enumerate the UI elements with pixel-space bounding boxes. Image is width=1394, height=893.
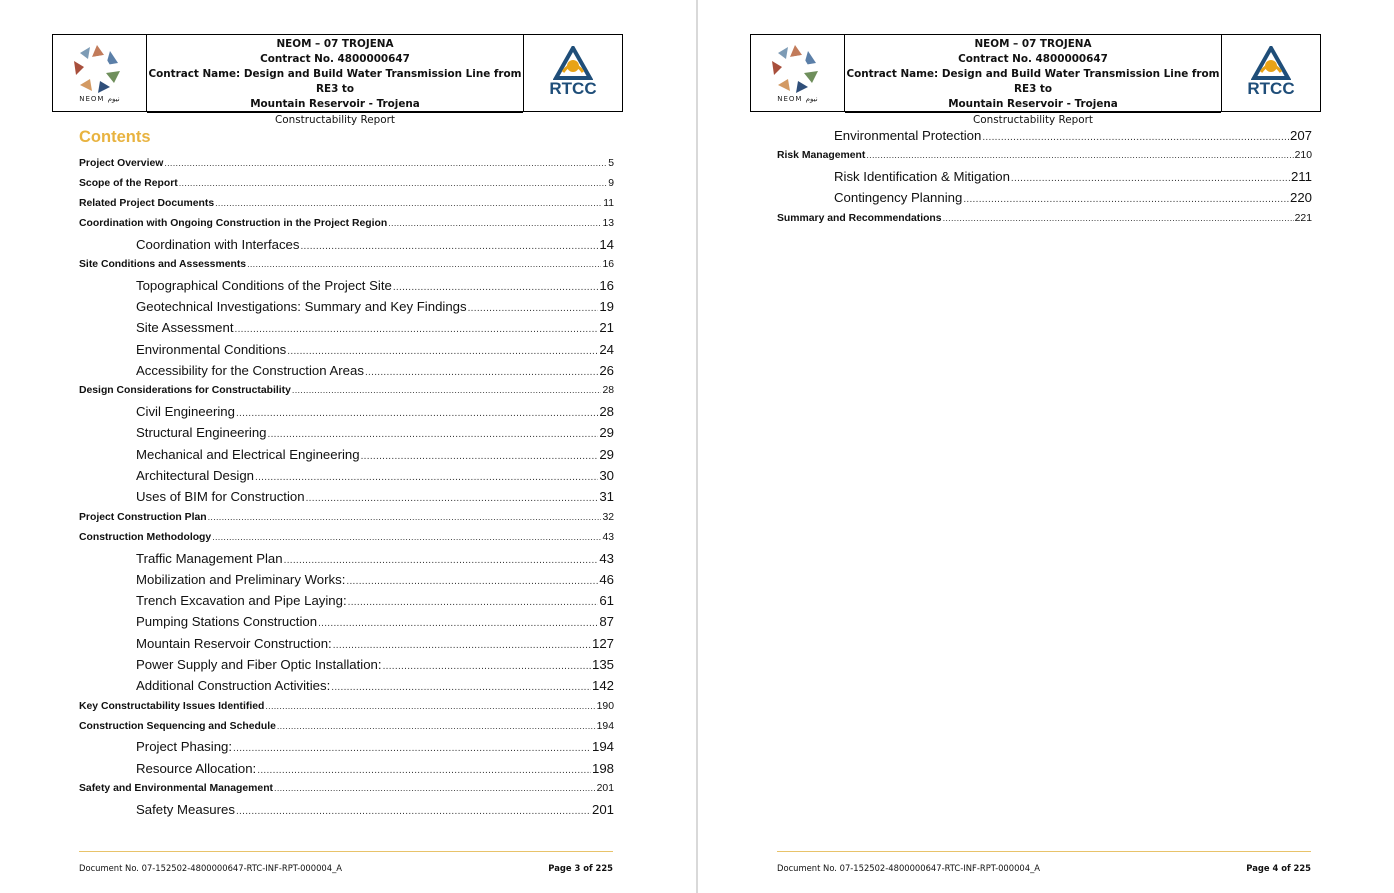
toc-entry-page: 43 (602, 532, 614, 543)
neom-logo-text: NEOM نيوم (777, 95, 818, 103)
toc-entry[interactable] (136, 447, 614, 462)
toc-leader-dots (346, 576, 598, 587)
toc-entry-title: Pumping Stations Construction (136, 614, 318, 629)
toc-entry[interactable] (79, 259, 614, 270)
toc-entry-page: 24 (599, 342, 614, 357)
toc-entry[interactable] (136, 320, 614, 335)
footer-document-number: Document No. 07-152502-4800000647-RTC-INF-RPT-000004_A (777, 863, 1040, 873)
toc-entry-page: 201 (596, 783, 614, 794)
toc-entry-page: 46 (599, 572, 614, 587)
toc-entry-page: 127 (591, 636, 614, 651)
toc-leader-dots (361, 451, 599, 462)
toc-entry-page: 135 (591, 657, 614, 672)
document-page-3 (0, 0, 696, 893)
toc-entry-title: Risk Management (777, 150, 866, 161)
toc-leader-dots (331, 682, 591, 693)
toc-entry-title: Power Supply and Fiber Optic Installation: (136, 657, 382, 672)
toc-entry[interactable] (79, 198, 614, 209)
toc-leader-dots (233, 743, 591, 754)
project-title: NEOM – 07 TROJENA (974, 38, 1092, 50)
toc-entry-page: 29 (599, 425, 614, 440)
toc-entry-title: Coordination with Interfaces (136, 237, 300, 252)
toc-entry-title: Geotechnical Investigations: Summary and Key Findings (136, 299, 467, 314)
toc-entry-page: 19 (599, 299, 614, 314)
toc-leader-dots (267, 429, 598, 440)
report-name: Constructability Report (845, 112, 1221, 128)
toc-entry-page: 11 (603, 198, 614, 209)
toc-entry-title: Summary and Recommendations (777, 213, 942, 224)
toc-entry-title: Resource Allocation: (136, 761, 257, 776)
toc-entry-title: Scope of the Report (79, 178, 178, 189)
footer-rule (777, 851, 1311, 852)
neom-star-icon (768, 43, 822, 95)
toc-entry-page: 28 (599, 404, 614, 419)
project-title: NEOM – 07 TROJENA (276, 38, 394, 50)
toc-entry[interactable] (79, 783, 614, 794)
page-header (750, 34, 1321, 126)
toc-entry-title: Design Considerations for Constructability (79, 385, 291, 396)
toc-entry[interactable] (136, 425, 614, 440)
toc-leader-dots (393, 282, 598, 293)
toc-entry-page: 210 (1294, 150, 1312, 161)
contract-name-line2: Mountain Reservoir - Trojena (250, 98, 420, 110)
toc-entry[interactable] (79, 385, 614, 396)
contract-number: Contract No. 4800000647 (260, 53, 410, 65)
rtcc-emblem-icon (1251, 46, 1291, 82)
toc-entry[interactable] (136, 802, 614, 817)
toc-entry-title: Related Project Documents (79, 198, 215, 209)
toc-leader-dots (284, 555, 599, 566)
toc-entry-title: Environmental Protection (834, 128, 982, 143)
toc-entry[interactable] (79, 701, 614, 712)
toc-entry-page: 16 (599, 278, 614, 293)
report-name: Constructability Report (147, 112, 523, 128)
toc-entry[interactable] (136, 489, 614, 504)
toc-entry-title: Trench Excavation and Pipe Laying: (136, 593, 347, 608)
toc-entry-title: Structural Engineering (136, 425, 267, 440)
toc-entry-title: Site Conditions and Assessments (79, 259, 247, 270)
toc-entry-page: 26 (599, 363, 614, 378)
rtcc-emblem-icon (553, 46, 593, 82)
toc-leader-dots (943, 213, 1294, 223)
toc-leader-dots (388, 218, 601, 228)
toc-entry[interactable] (136, 278, 614, 293)
toc-entry-page: 5 (608, 158, 614, 169)
toc-leader-dots (265, 701, 595, 711)
footer-rule (79, 851, 613, 852)
toc-entry-page: 29 (599, 447, 614, 462)
toc-entry-page: 16 (602, 259, 614, 270)
toc-entry-title: Construction Methodology (79, 532, 212, 543)
toc-entry-page: 220 (1289, 190, 1312, 205)
toc-entry-title: Traffic Management Plan (136, 551, 283, 566)
toc-entry-title: Project Construction Plan (79, 512, 207, 523)
toc-entry-title: Safety Measures (136, 802, 235, 817)
rtcc-logo-text: RTCC (1247, 79, 1295, 98)
neom-star-icon (70, 43, 124, 95)
toc-entry[interactable] (136, 739, 614, 754)
toc-entry-page: 9 (608, 178, 614, 189)
toc-leader-dots (236, 408, 598, 419)
toc-leader-dots (236, 806, 591, 817)
toc-leader-dots (982, 132, 1289, 143)
toc-entry-page: 21 (599, 320, 614, 335)
toc-entry[interactable] (777, 150, 1312, 161)
toc-leader-dots (468, 303, 599, 314)
contract-name-line2: Mountain Reservoir - Trojena (948, 98, 1118, 110)
contract-number: Contract No. 4800000647 (958, 53, 1108, 65)
toc-entry-title: Construction Sequencing and Schedule (79, 721, 276, 732)
toc-leader-dots (292, 385, 602, 395)
toc-leader-dots (318, 618, 598, 629)
toc-leader-dots (277, 721, 596, 731)
toc-entry[interactable] (136, 761, 614, 776)
toc-leader-dots (208, 512, 602, 522)
toc-entry-page: 207 (1289, 128, 1312, 143)
toc-leader-dots (215, 198, 602, 208)
toc-entry-title: Mechanical and Electrical Engineering (136, 447, 360, 462)
neom-logo (751, 35, 845, 111)
toc-entry[interactable] (136, 572, 614, 587)
toc-leader-dots (212, 532, 601, 542)
toc-leader-dots (866, 150, 1293, 160)
toc-entry[interactable] (136, 468, 614, 483)
neom-logo-text: NEOM نيوم (79, 95, 120, 103)
header-title-block (845, 35, 1221, 126)
toc-entry-page: 194 (596, 721, 614, 732)
toc-entry-page: 28 (602, 385, 614, 396)
toc-entry-title: Key Constructability Issues Identified (79, 701, 265, 712)
toc-leader-dots (1011, 173, 1290, 184)
toc-leader-dots (963, 194, 1289, 205)
toc-entry[interactable] (136, 593, 614, 608)
page-header (52, 34, 623, 126)
document-page-4 (698, 0, 1394, 893)
toc-entry-title: Risk Identification & Mitigation (834, 169, 1010, 184)
toc-entry-page: 87 (599, 614, 614, 629)
contract-name-line1: Contract Name: Design and Build Water Transmission Line from RE3 to (846, 68, 1220, 95)
toc-entry-page: 43 (599, 551, 614, 566)
rtcc-logo (1221, 35, 1320, 111)
toc-entry-page: 13 (602, 218, 614, 229)
toc-leader-dots (179, 178, 608, 188)
toc-entry-title: Contingency Planning (834, 190, 963, 205)
toc-entry[interactable] (136, 404, 614, 419)
toc-leader-dots (255, 472, 598, 483)
toc-entry[interactable] (136, 678, 614, 693)
toc-entry-page: 201 (591, 802, 614, 817)
toc-entry-page: 211 (1290, 169, 1312, 184)
rtcc-logo-text: RTCC (549, 79, 597, 98)
toc-entry-page: 142 (591, 678, 614, 693)
toc-entry-title: Mobilization and Preliminary Works: (136, 572, 346, 587)
toc-entry-page: 32 (602, 512, 614, 523)
toc-leader-dots (257, 765, 591, 776)
toc-entry[interactable] (79, 721, 614, 732)
toc-leader-dots (365, 367, 598, 378)
toc-entry[interactable] (79, 512, 614, 523)
toc-entry[interactable] (79, 158, 614, 169)
toc-entry-page: 194 (591, 739, 614, 754)
toc-entry-title: Civil Engineering (136, 404, 235, 419)
toc-entry-title: Mountain Reservoir Construction: (136, 636, 332, 651)
toc-entry-title: Environmental Conditions (136, 342, 287, 357)
toc-entry-title: Site Assessment (136, 320, 234, 335)
toc-entry-page: 14 (599, 237, 614, 252)
toc-leader-dots (287, 346, 598, 357)
toc-entry[interactable] (136, 363, 614, 378)
toc-entry-title: Project Phasing: (136, 739, 233, 754)
toc-entry[interactable] (834, 190, 1312, 205)
toc-entry-title: Additional Construction Activities: (136, 678, 331, 693)
toc-entry-title: Uses of BIM for Construction (136, 489, 305, 504)
toc-entry-title: Safety and Environmental Management (79, 783, 274, 794)
contract-name-line1: Contract Name: Design and Build Water Transmission Line from RE3 to (148, 68, 522, 95)
toc-entry-page: 198 (591, 761, 614, 776)
toc-leader-dots (306, 493, 599, 504)
toc-leader-dots (234, 324, 598, 335)
toc-entry[interactable] (136, 299, 614, 314)
toc-entry[interactable] (777, 213, 1312, 224)
toc-entry[interactable] (834, 128, 1312, 143)
toc-entry[interactable] (136, 657, 614, 672)
contents-heading: Contents (79, 128, 151, 146)
toc-entry[interactable] (136, 237, 614, 252)
toc-entry[interactable] (136, 614, 614, 629)
toc-leader-dots (300, 241, 598, 252)
toc-entry-title: Topographical Conditions of the Project Site (136, 278, 392, 293)
toc-entry[interactable] (834, 169, 1312, 184)
toc-entry[interactable] (79, 178, 614, 189)
toc-entry[interactable] (136, 551, 614, 566)
toc-entry-page: 221 (1294, 213, 1312, 224)
toc-entry[interactable] (79, 532, 614, 543)
header-title-block (147, 35, 523, 126)
toc-leader-dots (274, 783, 596, 793)
toc-entry[interactable] (136, 342, 614, 357)
toc-entry-page: 61 (599, 593, 614, 608)
toc-leader-dots (348, 597, 599, 608)
toc-leader-dots (383, 661, 591, 672)
toc-entry-page: 30 (599, 468, 614, 483)
toc-entry-title: Architectural Design (136, 468, 255, 483)
toc-leader-dots (164, 158, 607, 168)
toc-leader-dots (333, 640, 591, 651)
neom-logo (53, 35, 147, 111)
footer-page-number: Page 4 of 225 (1246, 863, 1311, 873)
toc-entry-title: Project Overview (79, 158, 164, 169)
footer-page-number: Page 3 of 225 (548, 863, 613, 873)
toc-entry[interactable] (136, 636, 614, 651)
toc-entry-title: Accessibility for the Construction Areas (136, 363, 364, 378)
footer-document-number: Document No. 07-152502-4800000647-RTC-INF-RPT-000004_A (79, 863, 342, 873)
toc-leader-dots (247, 259, 601, 269)
toc-entry[interactable] (79, 218, 614, 229)
toc-entry-page: 190 (596, 701, 614, 712)
rtcc-logo (523, 35, 622, 111)
toc-entry-title: Coordination with Ongoing Construction in the Project Region (79, 218, 388, 229)
toc-entry-page: 31 (599, 489, 614, 504)
